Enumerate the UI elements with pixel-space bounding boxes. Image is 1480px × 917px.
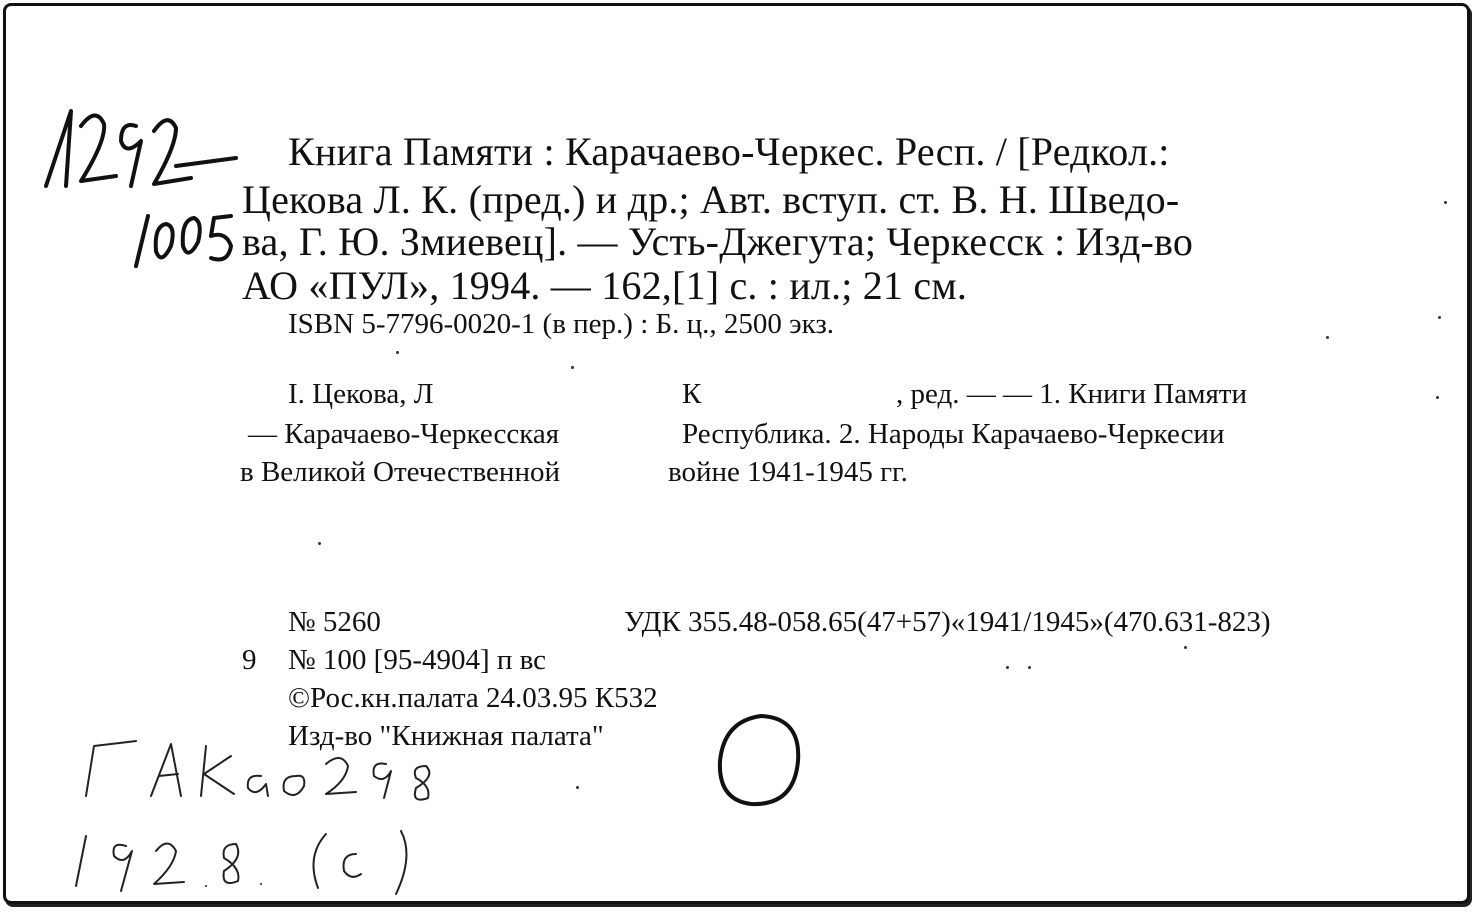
entry-line-4: АО «ПУЛ», 1994. — 162,[1] с. : ил.; 21 см.: [242, 263, 968, 308]
registry-line-4: Изд-во "Книжная палата": [288, 720, 604, 752]
speck: [576, 786, 579, 789]
speck: [318, 542, 321, 545]
speck: [1006, 666, 1009, 669]
speck: [1028, 666, 1031, 669]
catalog-card: [3, 3, 1470, 904]
subject-line-1-c: , ред. — — 1. Книги Памяти: [896, 378, 1247, 410]
entry-line-1: Книга Памяти : Карачаево-Черкес. Респ. / [Редкол.:: [288, 129, 1170, 174]
handwritten-call-number: [26, 96, 256, 276]
speck: [396, 351, 399, 354]
speck: [1184, 646, 1187, 649]
entry-line-2: Цекова Л. К. (пред.) и др.; Авт. вступ. ст. В. Н. Шведо-: [242, 177, 1180, 222]
isbn-line: ISBN 5-7796-0020-1 (в пер.) : Б. ц., 2500 экз.: [288, 308, 835, 340]
subject-line-1-b: К: [682, 378, 702, 410]
drawn-circle-mark: [706, 706, 816, 816]
card-number: № 5260: [288, 606, 381, 638]
entry-line-3: ва, Г. Ю. Змиевец]. — Усть-Джегута; Черкесск : Изд-во: [242, 219, 1194, 264]
subject-line-2-a: — Карачаево-Черкесская: [248, 418, 560, 450]
speck: [1326, 336, 1329, 339]
speck: [1438, 316, 1441, 319]
subject-line-2-b: Республика. 2. Народы Карачаево-Черкесии: [682, 418, 1225, 450]
registry-line-2: № 100 [95-4904] п вс: [288, 644, 547, 676]
subject-line-3-a: в Великой Отечественной: [240, 456, 560, 488]
speck: [571, 366, 574, 369]
speck: [1436, 396, 1439, 399]
registry-line-3: ©Рос.кн.палата 24.03.95 К532: [288, 682, 658, 714]
registry-prefix: 9: [242, 644, 257, 676]
speck: [1444, 201, 1447, 204]
handwritten-archive-note: [56, 726, 526, 896]
udc-code: УДК 355.48-058.65(47+57)«1941/1945»(470.631-823): [624, 606, 1271, 638]
subject-line-1-a: I. Цекова, Л: [288, 378, 434, 410]
subject-line-3-b: войне 1941-1945 гг.: [668, 456, 908, 488]
